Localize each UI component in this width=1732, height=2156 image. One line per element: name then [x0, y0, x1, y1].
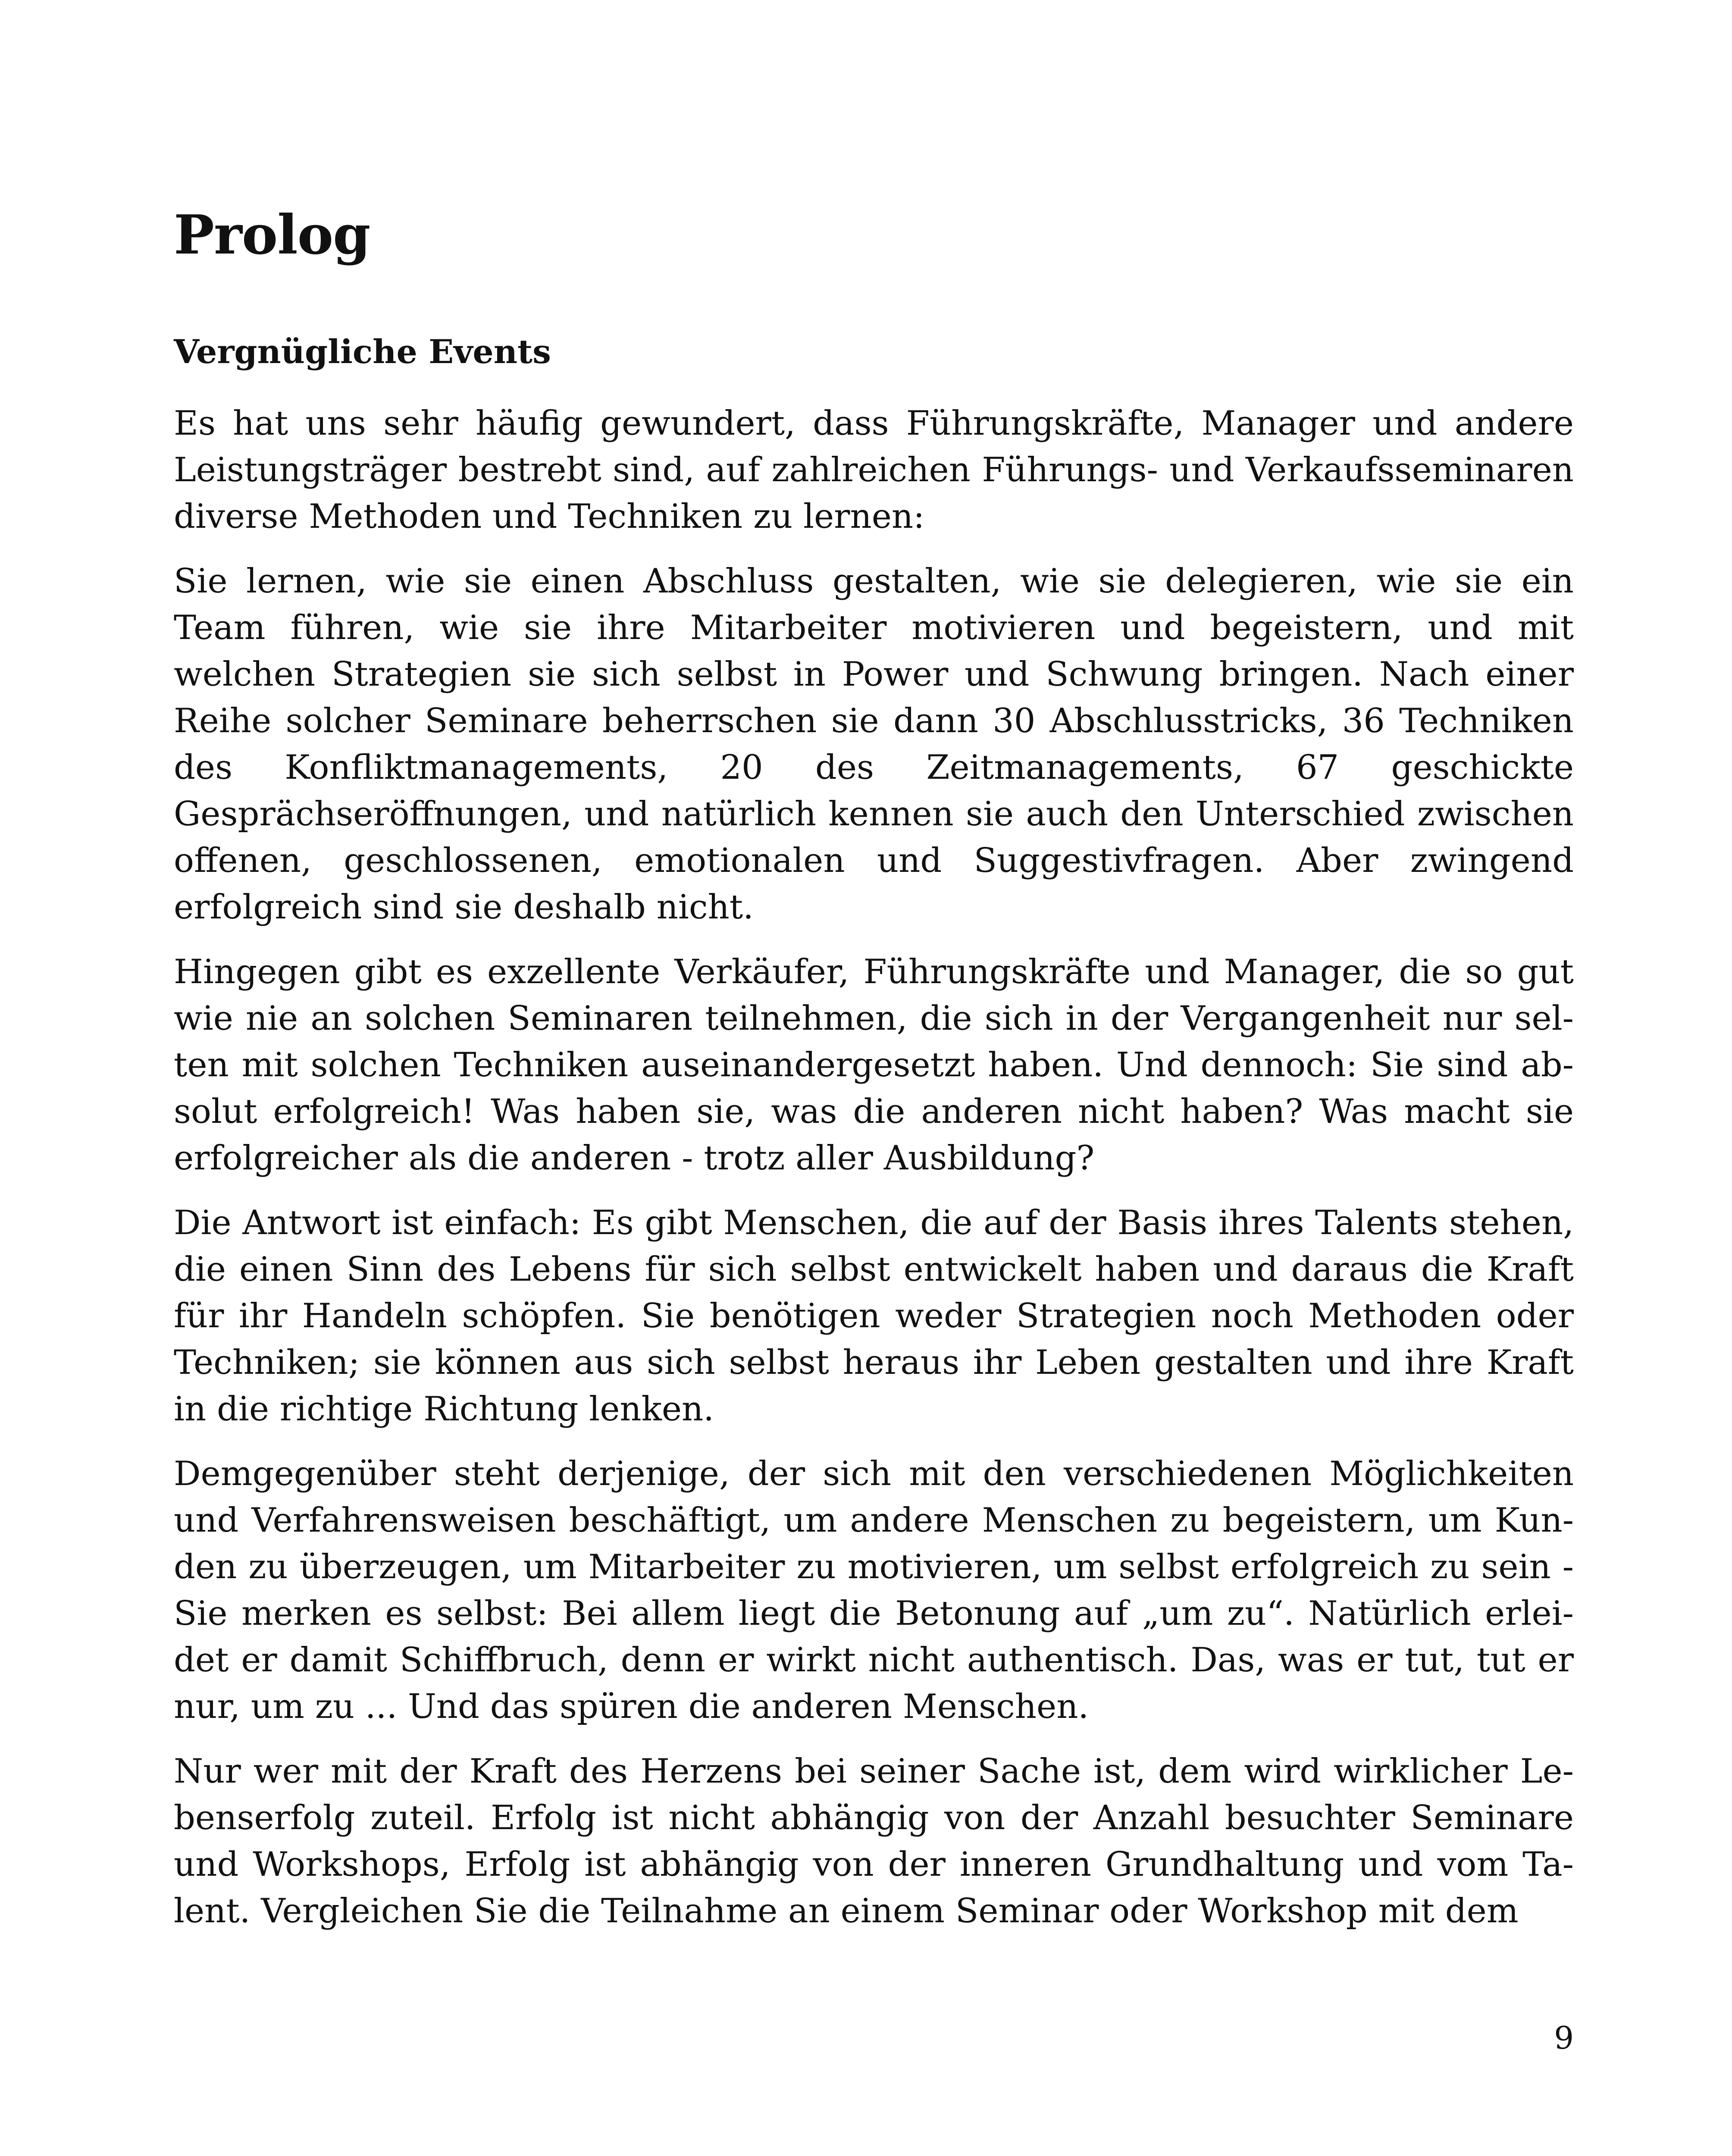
paragraph: Nur wer mit der Kraft des Herzens bei seiner Sache ist, dem wird wirklicher Lebenserfolg zuteil. Erfolg ist nicht abhängig von der Anzahl besuchter Seminare und Workshops, Erfolg ist abhängig von der inneren Grundhaltung und vom Talent. Vergleichen Sie die Teilnahme an einem Seminar oder Workshop mit dem — [174, 1752, 1574, 1930]
body-text — [174, 400, 1574, 1952]
paragraph: Hingegen gibt es exzellente Verkäufer, Führungskräfte und Manager, die so gut wie nie an solchen Seminaren teilnehmen, die sich in der Vergangenheit nur selten mit solchen Techniken auseinandergesetzt haben. Und dennoch: Sie sind absolut erfolgreich! Was haben sie, was die anderen nicht haben? Was macht sie erfolgreicher als die anderen - trotz aller Ausbildung? — [174, 953, 1574, 1178]
section-heading: Vergnügliche Events — [174, 332, 551, 371]
page-number: 9 — [1554, 2020, 1574, 2056]
paragraph: Sie lernen, wie sie einen Abschluss gestalten, wie sie delegieren, wie sie ein Team führen, wie sie ihre Mitarbeiter motivieren und begeistern, und mit welchen Strategien sie sich selbst in Power und Schwung bringen. Nach einer Reihe solcher Seminare beherrschen sie dann 30 Abschlusstricks, 36 Techniken des Konfliktmanagements, 20 des Zeitmanagements, 67 geschickte Gesprächseröffnungen, und natürlich kennen sie auch den Unterschied zwischen offenen, geschlossenen, emotionalen und Suggestivfragen. Aber zwingend erfolgreich sind sie deshalb nicht. — [174, 562, 1574, 927]
paragraph: Die Antwort ist einfach: Es gibt Menschen, die auf der Basis ihres Talents stehen, die einen Sinn des Lebens für sich selbst entwickelt haben und daraus die Kraft für ihr Handeln schöpfen. Sie benötigen weder Strategien noch Methoden oder Techniken; sie können aus sich selbst heraus ihr Leben gestalten und ihre Kraft in die richtige Richtung lenken. — [174, 1203, 1574, 1429]
chapter-title: Prolog — [174, 204, 370, 266]
book-page — [174, 0, 1574, 2156]
paragraph: Demgegenüber steht derjenige, der sich mit den verschiedenen Möglichkeiten und Verfahrensweisen beschäftigt, um andere Menschen zu begeistern, um Kunden zu überzeugen, um Mitarbeiter zu motivieren, um selbst erfolgreich zu sein - Sie merken es selbst: Bei allem liegt die Betonung auf „um zu“. Natürlich erleidet er damit Schiffbruch, denn er wirkt nicht authentisch. Das, was er tut, tut er nur, um zu ... Und das spüren die anderen Menschen. — [174, 1454, 1574, 1726]
paragraph: Es hat uns sehr häufig gewundert, dass Führungskräfte, Manager und andere Leistungsträger bestrebt sind, auf zahlreichen Führungs- und Verkaufsseminaren diverse Methoden und Techniken zu lernen: — [174, 404, 1574, 536]
